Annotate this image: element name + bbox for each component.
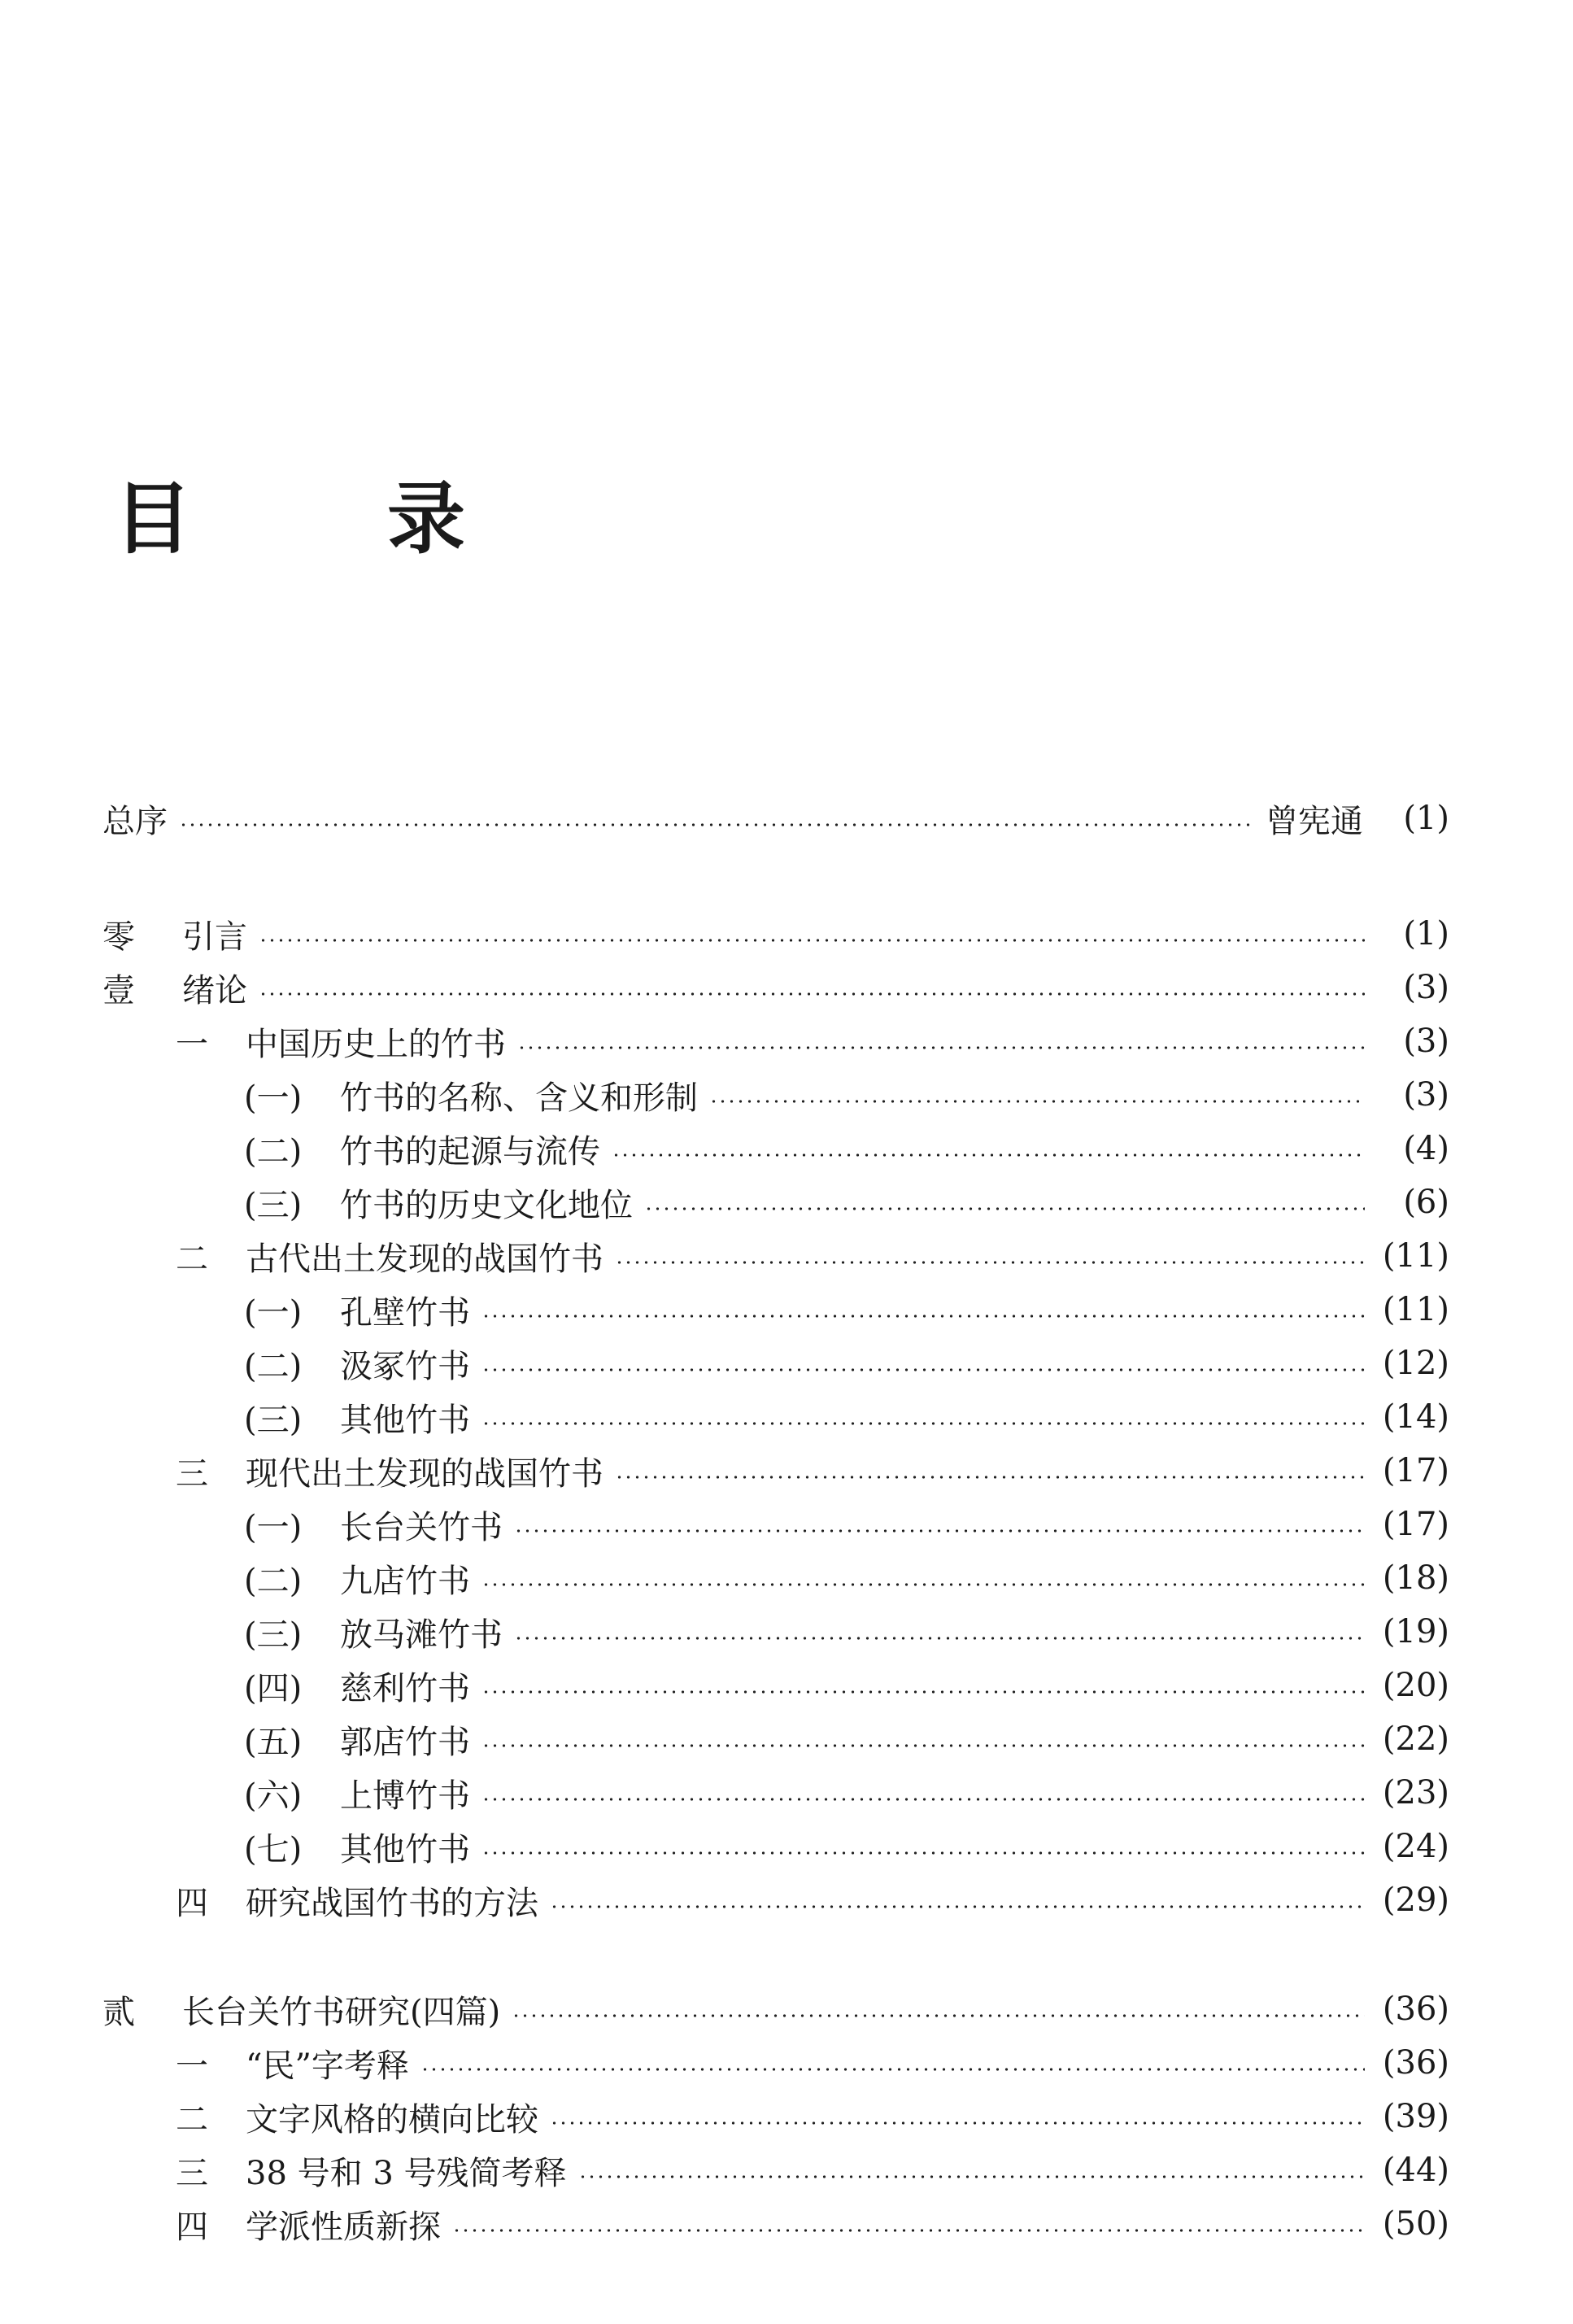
toc-entry-title: 学派性质新探: [246, 2208, 441, 2246]
toc-entry-title: 孔壁竹书: [340, 1293, 470, 1332]
dot-leader: [481, 1798, 1365, 1801]
toc-entry[interactable]: [0, 909, 1573, 958]
toc-entry-title: 上博竹书: [340, 1777, 470, 1815]
dot-leader: [612, 1153, 1365, 1157]
toc-entry-title: 竹书的名称、含义和形制: [340, 1079, 698, 1117]
toc-entry-marker: (一): [244, 1508, 303, 1546]
page-title-char-1: 目: [114, 473, 192, 565]
dot-leader: [550, 2121, 1365, 2125]
toc-entry-page: (29): [1382, 1881, 1449, 1919]
dot-leader: [420, 2068, 1365, 2071]
toc-entry-page: (6): [1403, 1184, 1449, 1221]
toc-entry-title: 其他竹书: [340, 1401, 470, 1439]
toc-entry-page: (36): [1382, 2044, 1449, 2082]
dot-leader: [512, 2014, 1365, 2017]
dot-leader: [481, 1851, 1365, 1855]
toc-entry-title: 竹书的起源与流传: [340, 1132, 600, 1171]
dot-leader: [259, 992, 1365, 996]
toc-entry-title: 竹书的历史文化地位: [340, 1186, 633, 1224]
toc-entry-marker: 一: [176, 2047, 208, 2085]
toc-entry-marker: 壹: [102, 971, 135, 1009]
toc-entry[interactable]: [0, 1393, 1573, 1441]
toc-entry-title: 长台关竹书: [340, 1508, 503, 1546]
toc-entry-marker: 一: [176, 1025, 208, 1063]
toc-entry[interactable]: [0, 1124, 1573, 1173]
dot-leader: [615, 1261, 1365, 1264]
toc-entry[interactable]: [0, 1985, 1573, 2034]
toc-entry[interactable]: [0, 1822, 1573, 1871]
toc-entry[interactable]: [0, 1178, 1573, 1227]
toc-entry-page: (17): [1382, 1506, 1449, 1543]
toc-entry-marker: 二: [176, 2100, 208, 2139]
toc-entry[interactable]: [0, 1500, 1573, 1549]
dot-leader: [452, 2229, 1365, 2232]
toc-entry-page: (19): [1382, 1613, 1449, 1650]
toc-entry-title: 古代出土发现的战国竹书: [246, 1240, 603, 1278]
toc-entry-marker: 零: [102, 918, 135, 956]
toc-entry-marker: (三): [244, 1401, 303, 1439]
toc-entry-title: 中国历史上的竹书: [246, 1025, 506, 1063]
dot-leader: [481, 1744, 1365, 1747]
toc-entry-marker: (二): [244, 1347, 303, 1385]
dot-leader: [481, 1583, 1365, 1586]
dot-leader: [550, 1905, 1365, 1908]
toc-entry-page: (44): [1382, 2152, 1449, 2189]
toc-entry-marker: (三): [244, 1186, 303, 1224]
toc-entry-title: “民”字考释: [246, 2047, 409, 2085]
toc-entry-page: (12): [1382, 1345, 1449, 1382]
toc-entry-page: (1): [1403, 915, 1449, 953]
toc-entry-title: 总序: [102, 802, 168, 840]
toc-entry-page: (36): [1382, 1990, 1449, 2028]
toc-entry-title: 现代出土发现的战国竹书: [246, 1454, 603, 1493]
toc-entry-title: 引言: [182, 918, 247, 956]
toc-entry-marker: (五): [244, 1723, 303, 1761]
toc-entry[interactable]: [0, 1285, 1573, 1334]
dot-leader: [644, 1207, 1365, 1210]
toc-entry-author: 曾宪通: [1266, 802, 1363, 840]
toc-entry[interactable]: [0, 1661, 1573, 1710]
toc-entry-marker: 三: [176, 2154, 208, 2192]
dot-leader: [578, 2175, 1366, 2178]
toc-entry-marker: (七): [244, 1830, 303, 1868]
toc-entry-page: (3): [1403, 1076, 1449, 1114]
dot-leader: [514, 1529, 1365, 1533]
toc-entry[interactable]: [0, 1339, 1573, 1388]
toc-entry-title: 长台关竹书研究(四篇): [182, 1993, 501, 2031]
toc-entry-title: 汲冢竹书: [340, 1347, 470, 1385]
toc-entry-page: (22): [1382, 1720, 1449, 1758]
toc-entry-preface[interactable]: [0, 794, 1573, 843]
toc-entry-page: (4): [1403, 1130, 1449, 1167]
toc-entry-marker: (一): [244, 1293, 303, 1332]
toc-entry-marker: 二: [176, 1240, 208, 1278]
toc-entry-title: 研究战国竹书的方法: [246, 1884, 538, 1922]
toc-entry-title: 放马滩竹书: [340, 1615, 503, 1654]
toc-entry-page: (3): [1403, 969, 1449, 1006]
toc-entry-marker: 四: [176, 2208, 208, 2246]
dot-leader: [481, 1422, 1365, 1425]
toc-entry[interactable]: [0, 1607, 1573, 1656]
toc-entry[interactable]: [0, 963, 1573, 1012]
toc-entry-marker: (六): [244, 1777, 303, 1815]
toc-entry-page: (1): [1403, 800, 1449, 837]
toc-entry[interactable]: [0, 1232, 1573, 1280]
toc-entry-title: 38 号和 3 号残简考释: [246, 2154, 567, 2192]
dot-leader: [517, 1046, 1365, 1049]
dot-leader: [615, 1476, 1365, 1479]
toc-entry-page: (23): [1382, 1774, 1449, 1812]
toc-entry-page: (3): [1403, 1022, 1449, 1060]
toc-entry-page: (11): [1382, 1237, 1449, 1275]
toc-entry-title: 其他竹书: [340, 1830, 470, 1868]
dot-leader: [481, 1368, 1365, 1371]
toc-entry[interactable]: [0, 2200, 1573, 2248]
toc-entry-marker: 三: [176, 1454, 208, 1493]
page-title: [114, 473, 465, 565]
toc-entry-marker: (二): [244, 1562, 303, 1600]
toc-entry-marker: 四: [176, 1884, 208, 1922]
toc-entry[interactable]: [0, 1446, 1573, 1495]
toc-entry[interactable]: [0, 1017, 1573, 1066]
toc-entry[interactable]: [0, 1876, 1573, 1925]
toc-entry-marker: 贰: [102, 1993, 135, 2031]
toc-entry-title: 文字风格的横向比较: [246, 2100, 538, 2139]
toc-entry-title: 绪论: [182, 971, 247, 1009]
toc-entry[interactable]: [0, 1715, 1573, 1764]
toc-entry-marker: (三): [244, 1615, 303, 1654]
toc-entry[interactable]: [0, 1768, 1573, 1817]
toc-entry-page: (20): [1382, 1667, 1449, 1704]
toc-entry-page: (17): [1382, 1452, 1449, 1489]
page-title-char-2: 录: [387, 473, 465, 565]
toc-entry-page: (18): [1382, 1559, 1449, 1597]
dot-leader: [514, 1637, 1365, 1640]
dot-leader: [481, 1315, 1365, 1318]
toc-entry-page: (24): [1382, 1828, 1449, 1865]
toc-entry[interactable]: [0, 2038, 1573, 2087]
toc-entry[interactable]: [0, 2146, 1573, 2195]
toc-entry[interactable]: [0, 1554, 1573, 1602]
dot-leader: [179, 823, 1254, 826]
toc-entry-page: (11): [1382, 1291, 1449, 1328]
toc-entry-marker: (二): [244, 1132, 303, 1171]
toc-entry[interactable]: [0, 1070, 1573, 1119]
toc-entry-title: 九店竹书: [340, 1562, 470, 1600]
toc-entry-page: (39): [1382, 2098, 1449, 2135]
dot-leader: [481, 1690, 1365, 1694]
toc-entry-marker: (一): [244, 1079, 303, 1117]
toc-entry-marker: (四): [244, 1669, 303, 1707]
toc-entry[interactable]: [0, 2092, 1573, 2141]
toc-entry-page: (50): [1382, 2205, 1449, 2243]
dot-leader: [709, 1100, 1365, 1103]
toc-entry-page: (14): [1382, 1398, 1449, 1436]
toc-entry-title: 郭店竹书: [340, 1723, 470, 1761]
dot-leader: [259, 939, 1365, 942]
toc-entry-title: 慈利竹书: [340, 1669, 470, 1707]
